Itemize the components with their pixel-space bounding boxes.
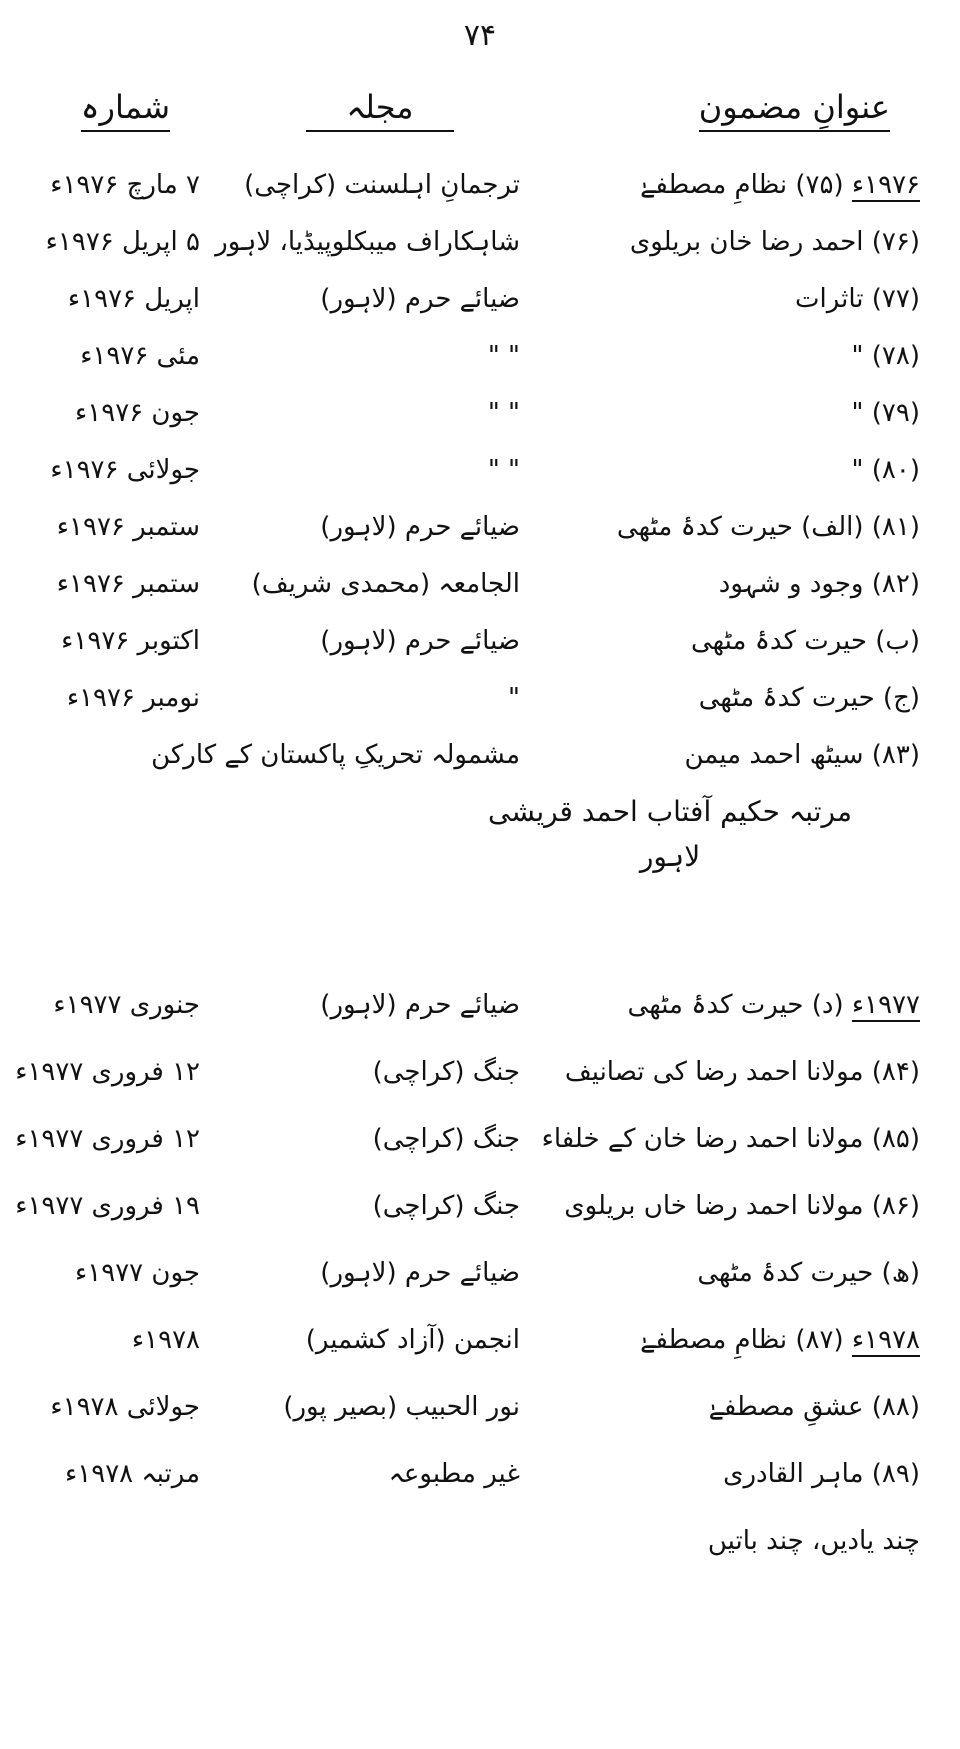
- header-title: عنوانِ مضمون: [699, 88, 890, 132]
- journal-name: ضیائے حرم (لاہور): [320, 284, 520, 314]
- journal-name: جنگ (کراچی): [372, 1124, 520, 1154]
- table-row: [0, 1382, 960, 1432]
- article-title: [540, 673, 920, 723]
- article-title: [540, 1181, 920, 1231]
- header-journal: مجلہ: [250, 88, 510, 132]
- title-text: چند یادیں، چند باتیں: [707, 1526, 920, 1556]
- article-title: [540, 730, 920, 780]
- table-row: [0, 730, 960, 780]
- page-number: ۷۴: [463, 18, 497, 53]
- issue-date: ۱۲ فروری ۱۹۷۷ء: [15, 1124, 200, 1154]
- year-label: ۱۹۷۸ء: [851, 1325, 920, 1355]
- issue-date: جنوری ۱۹۷۷ء: [53, 990, 200, 1020]
- article-title: [540, 980, 920, 1030]
- table-row: [0, 1047, 960, 1097]
- issue-date: ستمبر ۱۹۷۶ء: [56, 512, 200, 542]
- table-row: [0, 217, 960, 267]
- article-title: [540, 502, 920, 552]
- title-text: (۷۶) احمد رضا خان بریلوی: [629, 227, 920, 257]
- journal-name: جنگ (کراچی): [372, 1191, 520, 1221]
- journal-name: غیر مطبوعہ: [388, 1459, 520, 1489]
- table-row: [0, 1516, 960, 1566]
- journal-name: الجامعہ (محمدی شریف): [251, 569, 520, 599]
- title-text: (۸۹) ماہر القادری: [723, 1459, 920, 1489]
- header-issue: شمارہ: [81, 88, 170, 132]
- article-title: [540, 274, 920, 324]
- article-title: [540, 1047, 920, 1097]
- journal-name: " ": [487, 341, 520, 371]
- title-text: (۸۴) مولانا احمد رضا کی تصانیف: [564, 1057, 920, 1087]
- issue-date: اپریل ۱۹۷۶ء: [67, 284, 200, 314]
- issue-date: جون ۱۹۷۶ء: [75, 398, 200, 428]
- title-text: (د) حیرت کدۂ مٹھی: [627, 990, 844, 1020]
- title-text: (۸۲) وجود و شہود: [718, 569, 920, 599]
- article-title: [540, 616, 920, 666]
- table-row: [0, 1315, 960, 1365]
- journal-name: جنگ (کراچی): [372, 1057, 520, 1087]
- table-row: [0, 445, 960, 495]
- journal-name: نور الحبیب (بصیر پور): [283, 1392, 520, 1422]
- note-line-2: لاہور: [639, 840, 701, 873]
- issue-date: نومبر ۱۹۷۶ء: [66, 683, 200, 713]
- title-text: (۷۸) ": [851, 341, 920, 371]
- title-text: (۸۱) (الف) حیرت کدۂ مٹھی: [616, 512, 920, 542]
- issue-date: جون ۱۹۷۷ء: [75, 1258, 200, 1288]
- article-title: [540, 445, 920, 495]
- table-row: [0, 673, 960, 723]
- journal-name: ضیائے حرم (لاہور): [320, 626, 520, 656]
- table-row: [0, 980, 960, 1030]
- article-title: [540, 160, 920, 210]
- table-row: [0, 160, 960, 210]
- article-title: [540, 1114, 920, 1164]
- journal-name: ضیائے حرم (لاہور): [320, 1258, 520, 1288]
- issue-date: جولائی ۱۹۷۶ء: [50, 455, 200, 485]
- journal-name: ضیائے حرم (لاہور): [320, 512, 520, 542]
- note-line-1: مرتبہ حکیم آفتاب احمد قریشی: [488, 795, 852, 828]
- title-text: (ج) حیرت کدۂ مٹھی: [698, 683, 920, 713]
- title-text: (۷۹) ": [851, 398, 920, 428]
- journal-name: ضیائے حرم (لاہور): [320, 990, 520, 1020]
- journal-name: ": [508, 683, 520, 713]
- article-title: [540, 1248, 920, 1298]
- issue-date: ۷ مارچ ۱۹۷۶ء: [50, 170, 200, 200]
- article-title: [540, 1516, 920, 1566]
- title-text: (۷۷) تاثرات: [795, 284, 920, 314]
- title-text: (۸۶) مولانا احمد رضا خاں بریلوی: [564, 1191, 920, 1221]
- article-title: [540, 1449, 920, 1499]
- issue-date: ۱۲ فروری ۱۹۷۷ء: [15, 1057, 200, 1087]
- journal-name: ترجمانِ اہلسنت (کراچی): [244, 170, 520, 200]
- title-text: (ھ) حیرت کدۂ مٹھی: [697, 1258, 920, 1288]
- issue-date: مرتبہ ۱۹۷۸ء: [65, 1459, 200, 1489]
- table-row: [0, 274, 960, 324]
- journal-name: " ": [487, 455, 520, 485]
- table-row: [0, 559, 960, 609]
- journal-name: مشمولہ تحریکِ پاکستان کے کارکن: [151, 740, 520, 770]
- issue-date: جولائی ۱۹۷۸ء: [50, 1392, 200, 1422]
- table-row: [0, 616, 960, 666]
- table-row: [0, 1248, 960, 1298]
- article-title: [540, 559, 920, 609]
- issue-date: ۱۹ فروری ۱۹۷۷ء: [15, 1191, 200, 1221]
- issue-date: ۵ اپریل ۱۹۷۶ء: [45, 227, 200, 257]
- article-title: [540, 217, 920, 267]
- article-title: [540, 388, 920, 438]
- title-text: (۸۵) مولانا احمد رضا خان کے خلفاء: [541, 1124, 920, 1154]
- issue-date: ۱۹۷۸ء: [131, 1325, 200, 1355]
- title-text: (۷۵) نظامِ مصطفےٰ: [640, 170, 844, 200]
- title-text: (۸۸) عشقِ مصطفےٰ: [708, 1392, 920, 1422]
- title-text: (۸۳) سیٹھ احمد میمن: [684, 740, 920, 770]
- article-title: [540, 1382, 920, 1432]
- year-label: ۱۹۷۷ء: [851, 990, 920, 1020]
- title-text: (۸۰) ": [851, 455, 920, 485]
- table-row: [0, 1449, 960, 1499]
- article-title: [540, 331, 920, 381]
- table-row: [0, 388, 960, 438]
- year-label: ۱۹۷۶ء: [851, 170, 920, 200]
- title-text: (ب) حیرت کدۂ مٹھی: [691, 626, 920, 656]
- table-row: [0, 502, 960, 552]
- journal-name: انجمن (آزاد کشمیر): [305, 1325, 520, 1355]
- issue-date: مئی ۱۹۷۶ء: [80, 341, 200, 371]
- journal-name: " ": [487, 398, 520, 428]
- table-row: [0, 1181, 960, 1231]
- issue-date: اکتوبر ۱۹۷۶ء: [61, 626, 200, 656]
- table-row: [0, 331, 960, 381]
- article-title: [540, 1315, 920, 1365]
- title-text: (۸۷) نظامِ مصطفےٰ: [640, 1325, 844, 1355]
- journal-name: شاہکاراف میبکلوپیڈیا، لاہور: [215, 227, 520, 257]
- table-row: [0, 1114, 960, 1164]
- issue-date: ستمبر ۱۹۷۶ء: [56, 569, 200, 599]
